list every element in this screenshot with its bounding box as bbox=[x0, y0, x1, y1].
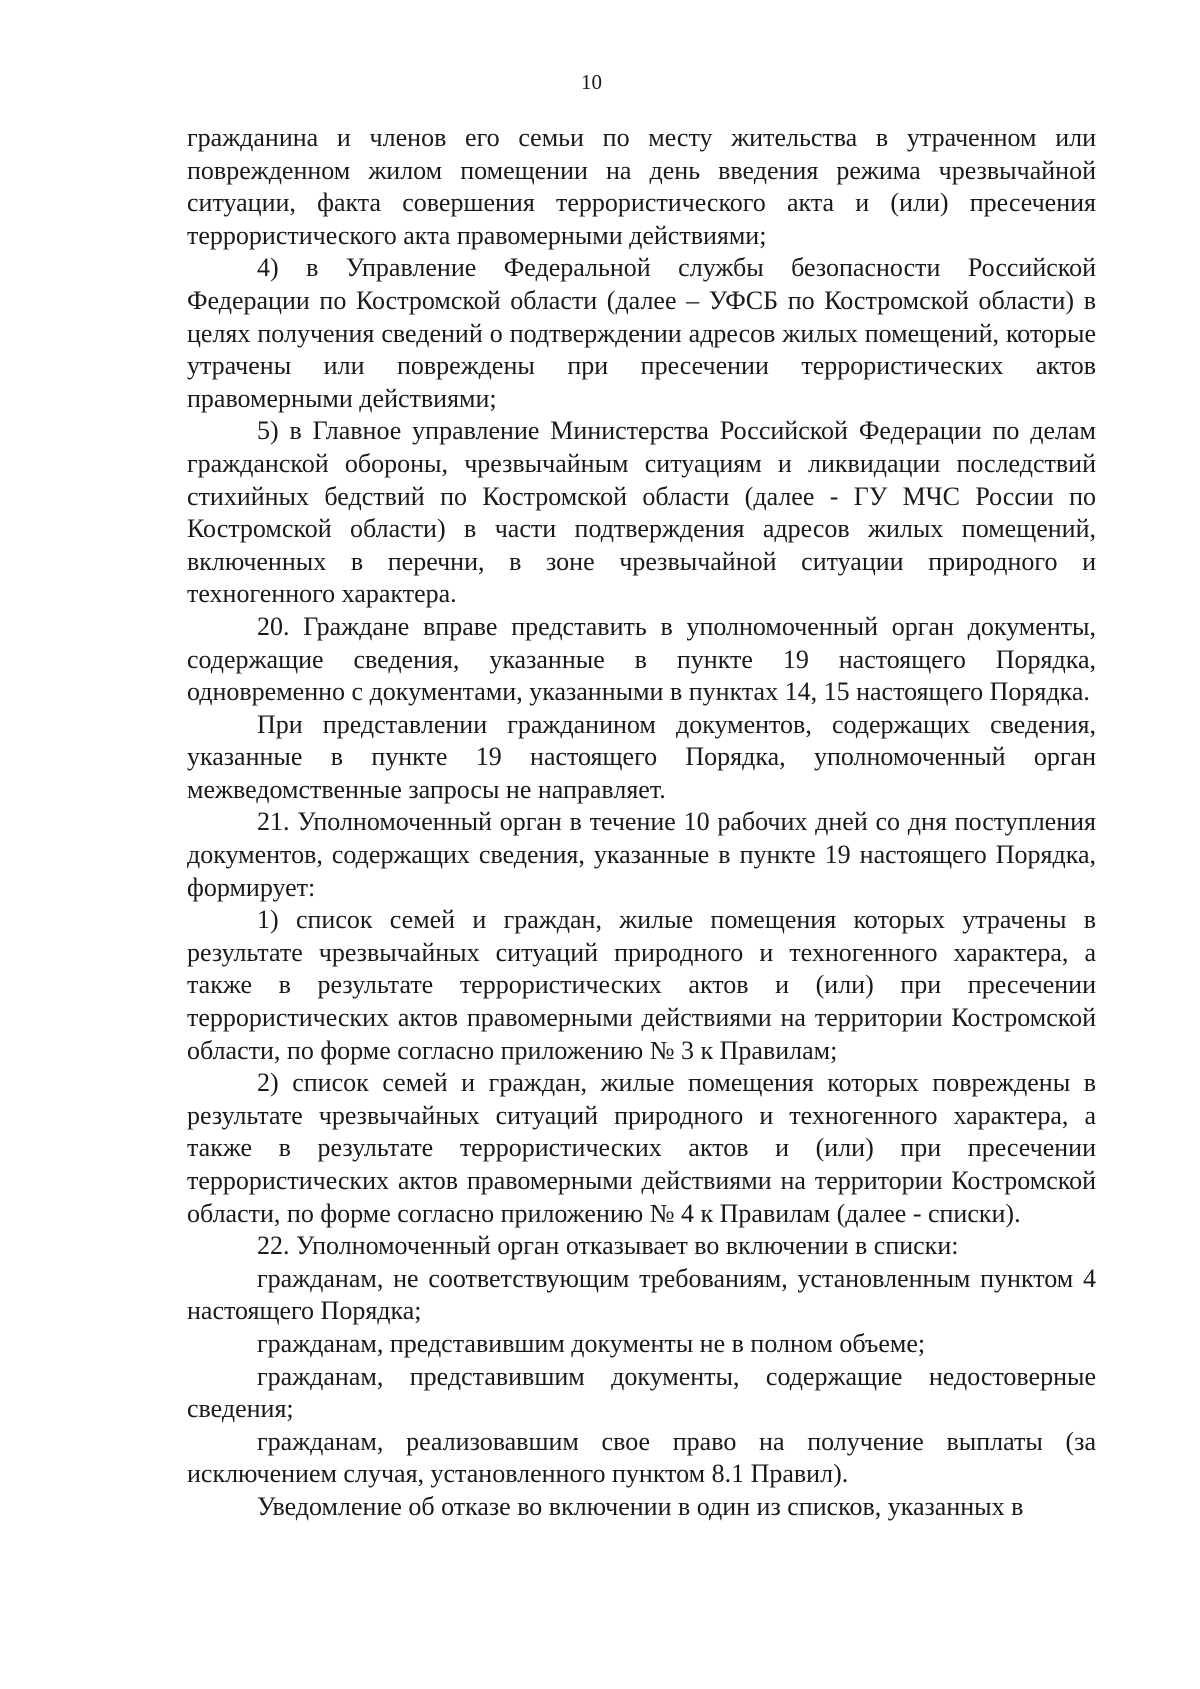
clause-22-item: гражданам, представившим документы, содержащие недостоверные сведения; bbox=[187, 1361, 1096, 1424]
clause-20-paragraph: При представлении гражданином документов, содержащих сведения, указанные в пункте 19 настоящего Порядка, уполномоченный орган межведомственные запросы не направляет. bbox=[187, 709, 1096, 804]
paragraph-notification: Уведомление об отказе во включении в один из списков, указанных в bbox=[257, 1491, 1024, 1521]
clause-21: 21. Уполномоченный орган в течение 10 рабочих дней со дня поступления документов, содержащих сведения, указанные в пункте 19 настоящего Порядка, формирует: bbox=[187, 807, 1096, 902]
body-text bbox=[187, 122, 1096, 1524]
clause-22-item: гражданам, представившим документы не в полном объеме; bbox=[257, 1328, 926, 1358]
clause-22-item: гражданам, не соответствующим требованиям, установленным пунктом 4 настоящего Порядка; bbox=[187, 1263, 1096, 1326]
clause-22: 22. Уполномоченный орган отказывает во включении в списки: bbox=[257, 1231, 959, 1261]
clause-21-item-1: 1) список семей и граждан, жилые помещения которых утрачены в результате чрезвычайных ситуаций природного и техногенного характера, а также в результате террористических актов и (или) при пресечении террористических актов правомерными действиями на территории Костромской области, по форме согласно приложению № 3 к Правилам; bbox=[187, 905, 1096, 1065]
list-item-4: 4) в Управление Федеральной службы безопасности Российской Федерации по Костромской области (далее – УФСБ по Костромской области) в целях получения сведений о подтверждении адресов жилых помещений, которые утрачены или повреждены при пресечении террористических актов правомерными действиями; bbox=[187, 253, 1096, 413]
page-number: 10 bbox=[581, 70, 602, 94]
paragraph-continuation: гражданина и членов его семьи по месту жительства в утраченном или поврежденном жилом помещении на день введения режима чрезвычайной ситуации, факта совершения террористического акта и (или) пресечения террористического акта правомерными действиями; bbox=[187, 123, 1096, 250]
list-item-5: 5) в Главное управление Министерства Российской Федерации по делам гражданской обороны, чрезвычайным ситуациям и ликвидации последствий стихийных бедствий по Костромской области (далее - ГУ МЧС России по Костромской области) в части подтверждения адресов жилых помещений, включенных в перечни, в зоне чрезвычайной ситуации природного и техногенного характера. bbox=[187, 416, 1096, 609]
clause-20: 20. Граждане вправе представить в уполномоченный орган документы, содержащие сведения, указанные в пункте 19 настоящего Порядка, одновременно с документами, указанными в пунктах 14, 15 настоящего Порядка. bbox=[187, 611, 1096, 707]
clause-22-item: гражданам, реализовавшим свое право на получение выплаты (за исключением случая, установленного пунктом 8.1 Правил). bbox=[187, 1426, 1096, 1489]
clause-21-item-2: 2) список семей и граждан, жилые помещения которых повреждены в результате чрезвычайных ситуаций природного и техногенного характера, а также в результате террористических актов и (или) при пресечении террористических актов правомерными действиями на территории Костромской области, по форме согласно приложению № 4 к Правилам (далее - списки). bbox=[187, 1068, 1096, 1228]
